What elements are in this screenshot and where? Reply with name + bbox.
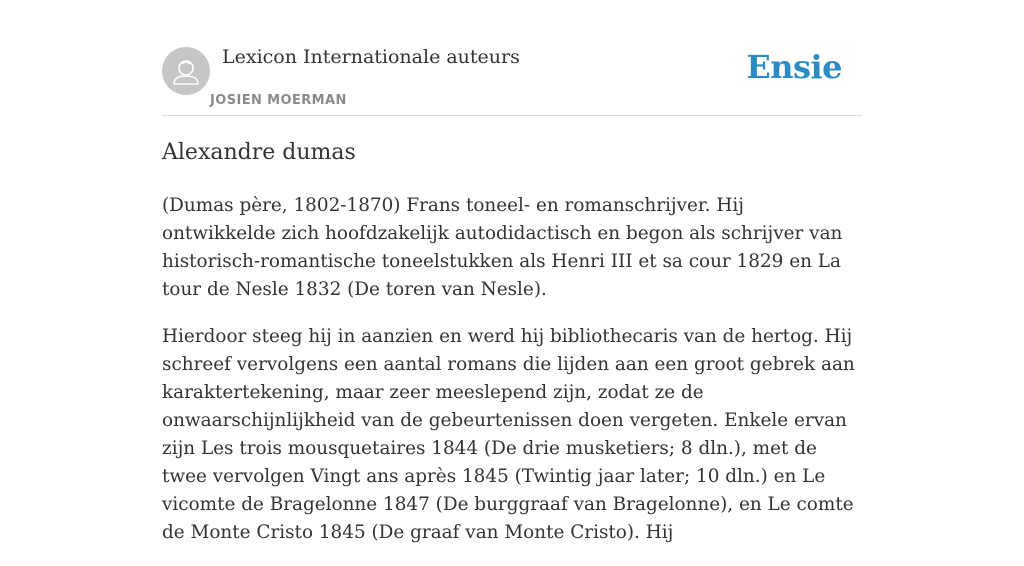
article-paragraph: Hierdoor steeg hij in aanzien en werd hij bibliothecaris van de hertog. Hij schreef vervolgens een aantal romans die lijden aan een groot gebrek aan karaktertekening, maar zeer meeslepend zijn, zodat ze de onwaarschijnlijkheid van de gebeurtenissen doen vergeten. Enkele ervan zijn Les trois mousquetaires 1844 (De drie musketiers; 8 dln.), met de twee vervolgen Vingt ans après 1845 (Twintig jaar later; 10 dln.) en Le vicomte de Bragelonne 1847 (De burggraaf van Bragelonne), en Le comte de Monte Cristo 1845 (De graaf van Monte Cristo). Hij <box>162 326 855 543</box>
page-container <box>162 0 862 543</box>
article-paragraph: (Dumas père, 1802-1870) Frans toneel- en romanschrijver. Hij ontwikkelde zich hoofdzakelijk autodidactisch en begon als schrijver van historisch-romantische toneelstukken als Henri III et sa cour 1829 en La tour de Nesle 1832 (De toren van Nesle). <box>162 195 843 300</box>
brand-logo[interactable]: Ensie <box>746 48 842 86</box>
header <box>162 0 862 116</box>
article-body <box>162 192 862 566</box>
article-title: Alexandre dumas <box>162 140 356 165</box>
avatar[interactable] <box>162 47 210 95</box>
publication-title[interactable]: Lexicon Internationale auteurs <box>222 46 520 68</box>
user-placeholder-icon <box>162 47 210 95</box>
author-name[interactable]: JOSIEN MOERMAN <box>210 93 347 108</box>
